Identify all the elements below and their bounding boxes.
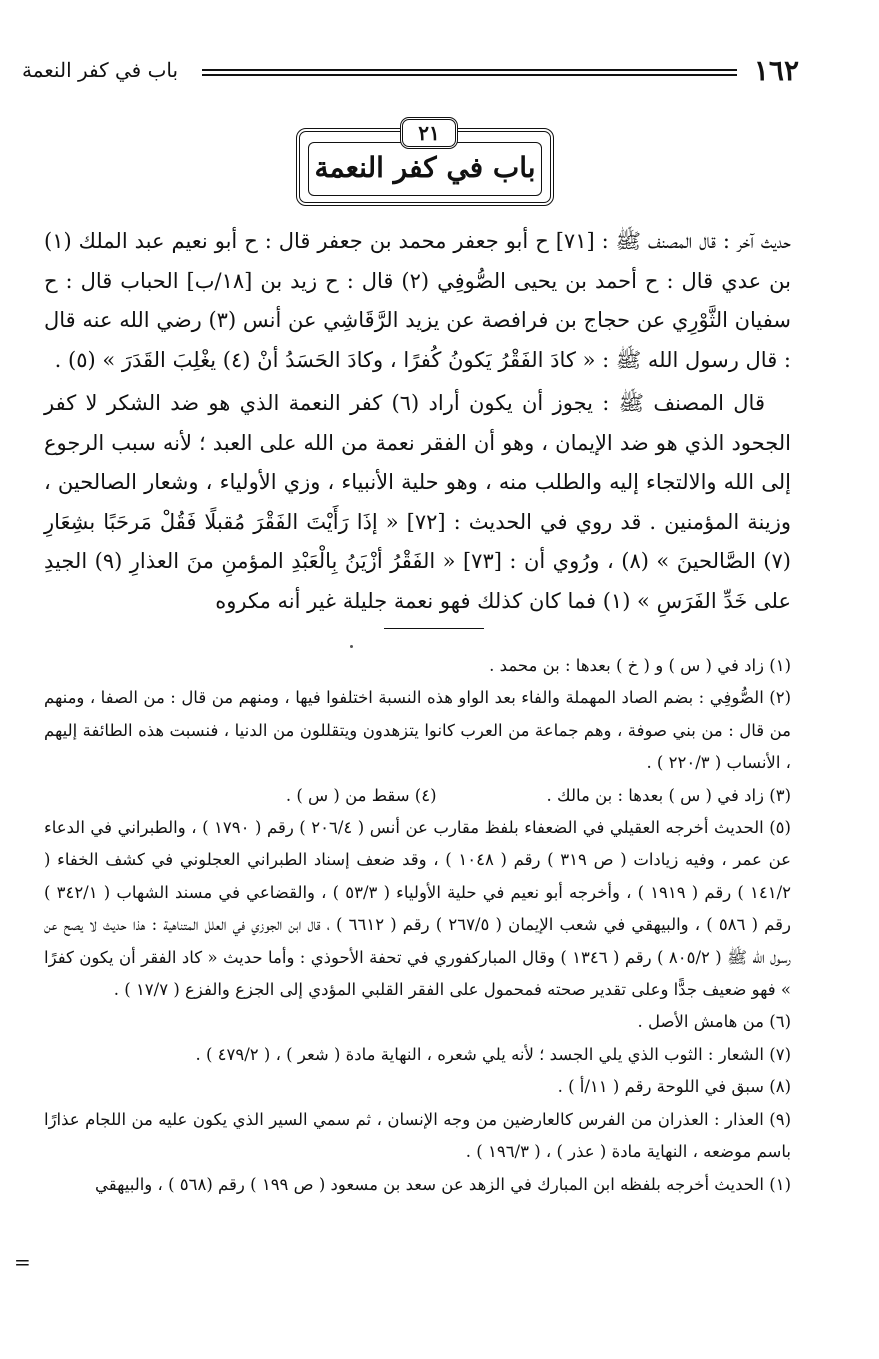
- running-title: باب في كفر النعمة: [22, 58, 179, 82]
- footnote-3: (٣) زاد في ( س ) بعدها : بن مالك .: [546, 785, 791, 805]
- footnote-2: (٢) الصُّوفِي : بضم الصاد المهملة والفاء بعد الواو هذه النسبة اختلفوا فيها ، ومنهم من قال : من الصفا ، ومنهم من قال : من بني صوفة ، وهم جماعة من العرب كانوا يتزهدون ويتقللون من الدنيا ، فنسبت هذه الطائفة إليهم ، الأنساب ( ٢٢٠/٣ ) .: [44, 688, 791, 773]
- chapter-number: ٢١: [400, 117, 458, 149]
- hadith-paragraph: حديث آخر : قال المصنف ﷺ : [٧١] ح أبو جعفر محمد بن جعفر قال : ح أبو نعيم عبد الملك (١) بن عدي قال : ح أحمد بن يحيى الصُّوفِي (٢) قال : ح زيد بن [١٨/ب] الحباب قال : ح سفيان الثَّوْرِي عن حجاج بن فرافصة عن يزيد الرَّقَاشِي عن أنس (٣) رضي الله عنه قال : قال رسول الله ﷺ : « كادَ الفَقْرُ يَكونُ كُفرًا ، وكادَ الحَسَدُ أنْ (٤) يغْلِبَ القَدَرَ » (٥) .: [44, 229, 792, 372]
- footnote-1: (١) زاد في ( س ) و ( خ ) بعدها : بن محمد .: [489, 656, 791, 675]
- header-double-rule: [202, 69, 737, 76]
- chapter-title: باب في كفر النعمة: [308, 142, 542, 196]
- page-number: ١٦٢: [753, 54, 799, 87]
- main-text: [44, 222, 791, 621]
- footnote-5: (٥) الحديث أخرجه العقيلي في الضعفاء بلفظ مقارب عن أنس ( ٢٠٦/٤ ) رقم ( ١٧٩٠ ) ، والطبراني في الدعاء عن عمر ، وفيه زيادات ( ص ٣١٩ ) رقم ( ١٠٤٨ ) ، وقد ضعف إسناد الطبراني العجلوني في كشف الخفاء ( ١٤١/٢ ) رقم ( ١٩١٩ ) ، وأخرجه أبو نعيم في حلية الأولياء ( ٥٣/٣ ) ، والقضاعي في مسند الشهاب ( ٣٤٢/١ ) رقم ( ٥٨٦ ) ، والبيهقي في شعب الإيمان ( ٢٦٧/٥ ) رقم ( ٦٦١٢ ) ، قال ابن الجوزي في العلل المتناهية : هذا حديث لا يصح عن رسول الله ﷺ ( ٨٠٥/٢ ) رقم ( ١٣٤٦ ) وقال المباركفوري في تحفة الأحوذي : وأما حديث « كاد الفقر أن يكون كفرًا » فهو ضعيف جدًّا وعلى تقدير صحته فمحمول على الفقر القلبي المؤدي إلى الجزع والفزع ( ١٧/٧ ) .: [44, 818, 791, 1000]
- footnote-8: (٨) سبق في اللوحة رقم ( ١١/أ ) .: [557, 1077, 791, 1097]
- footnote-row-3-4: [44, 780, 791, 812]
- footnote-10: (١) الحديث أخرجه بلفظه ابن المبارك في الزهد عن سعد بن مسعود ( ص ١٩٩ ) رقم (٥٦٨ ) ، والبيهقي: [95, 1174, 791, 1194]
- footnotes: [44, 650, 791, 1201]
- footnote-4: (٤) سقط من ( س ) .: [285, 785, 437, 805]
- footnote-9: (٩) العذار : العذران من الفرس كالعارضين من وجه الإنسان ، ثم سمي السير الذي يكون عليه من اللجام عذارًا باسم موضعه ، النهاية مادة ( عذر ) ، ( ١٩٦/٣ ) .: [44, 1109, 791, 1162]
- footnote-7: (٧) الشعار : الثوب الذي يلي الجسد ؛ لأنه يلي شعره ، النهاية مادة ( شعر ) ، ( ٤٧٩/٢ ) .: [195, 1044, 791, 1064]
- quote-underline: [384, 628, 484, 629]
- running-header: [22, 50, 799, 90]
- footnote-6: (٦) من هامش الأصل .: [637, 1012, 791, 1032]
- ink-dot: [350, 645, 353, 648]
- commentary-paragraph: قال المصنف ﷺ : يجوز أن يكون أراد (٦) كفر النعمة الذي هو ضد الشكر لا كفر الجحود الذي هو ضد الإيمان ، وهو أن الفقر نعمة من الله على العبد ؛ لأنه سبب الرجوع إلى الله والالتجاء إليه والطلب منه ، وهو حلية الأنبياء ، وزي الأولياء ، وشعار الصالحين ، وزينة المؤمنين . قد روي في الحديث : [٧٢] « إذَا رَأَيْتَ الفَقْرَ مُقبلًا فَقُلْ مَرحَبًا بشِعَارِ (٧) الصَّالحينَ » (٨) ، ورُوي أن : [٧٣] « الفَقْرُ أزْيَنُ بِالْعَبْدِ المؤمنِ منَ العذارِ (٩) الجيدِ على خَدِّ الفَرَسِ » (١) فما كان كذلك فهو نعمة جليلة غير أنه مكروه: [44, 391, 791, 613]
- continuation-mark: =: [14, 1250, 31, 1274]
